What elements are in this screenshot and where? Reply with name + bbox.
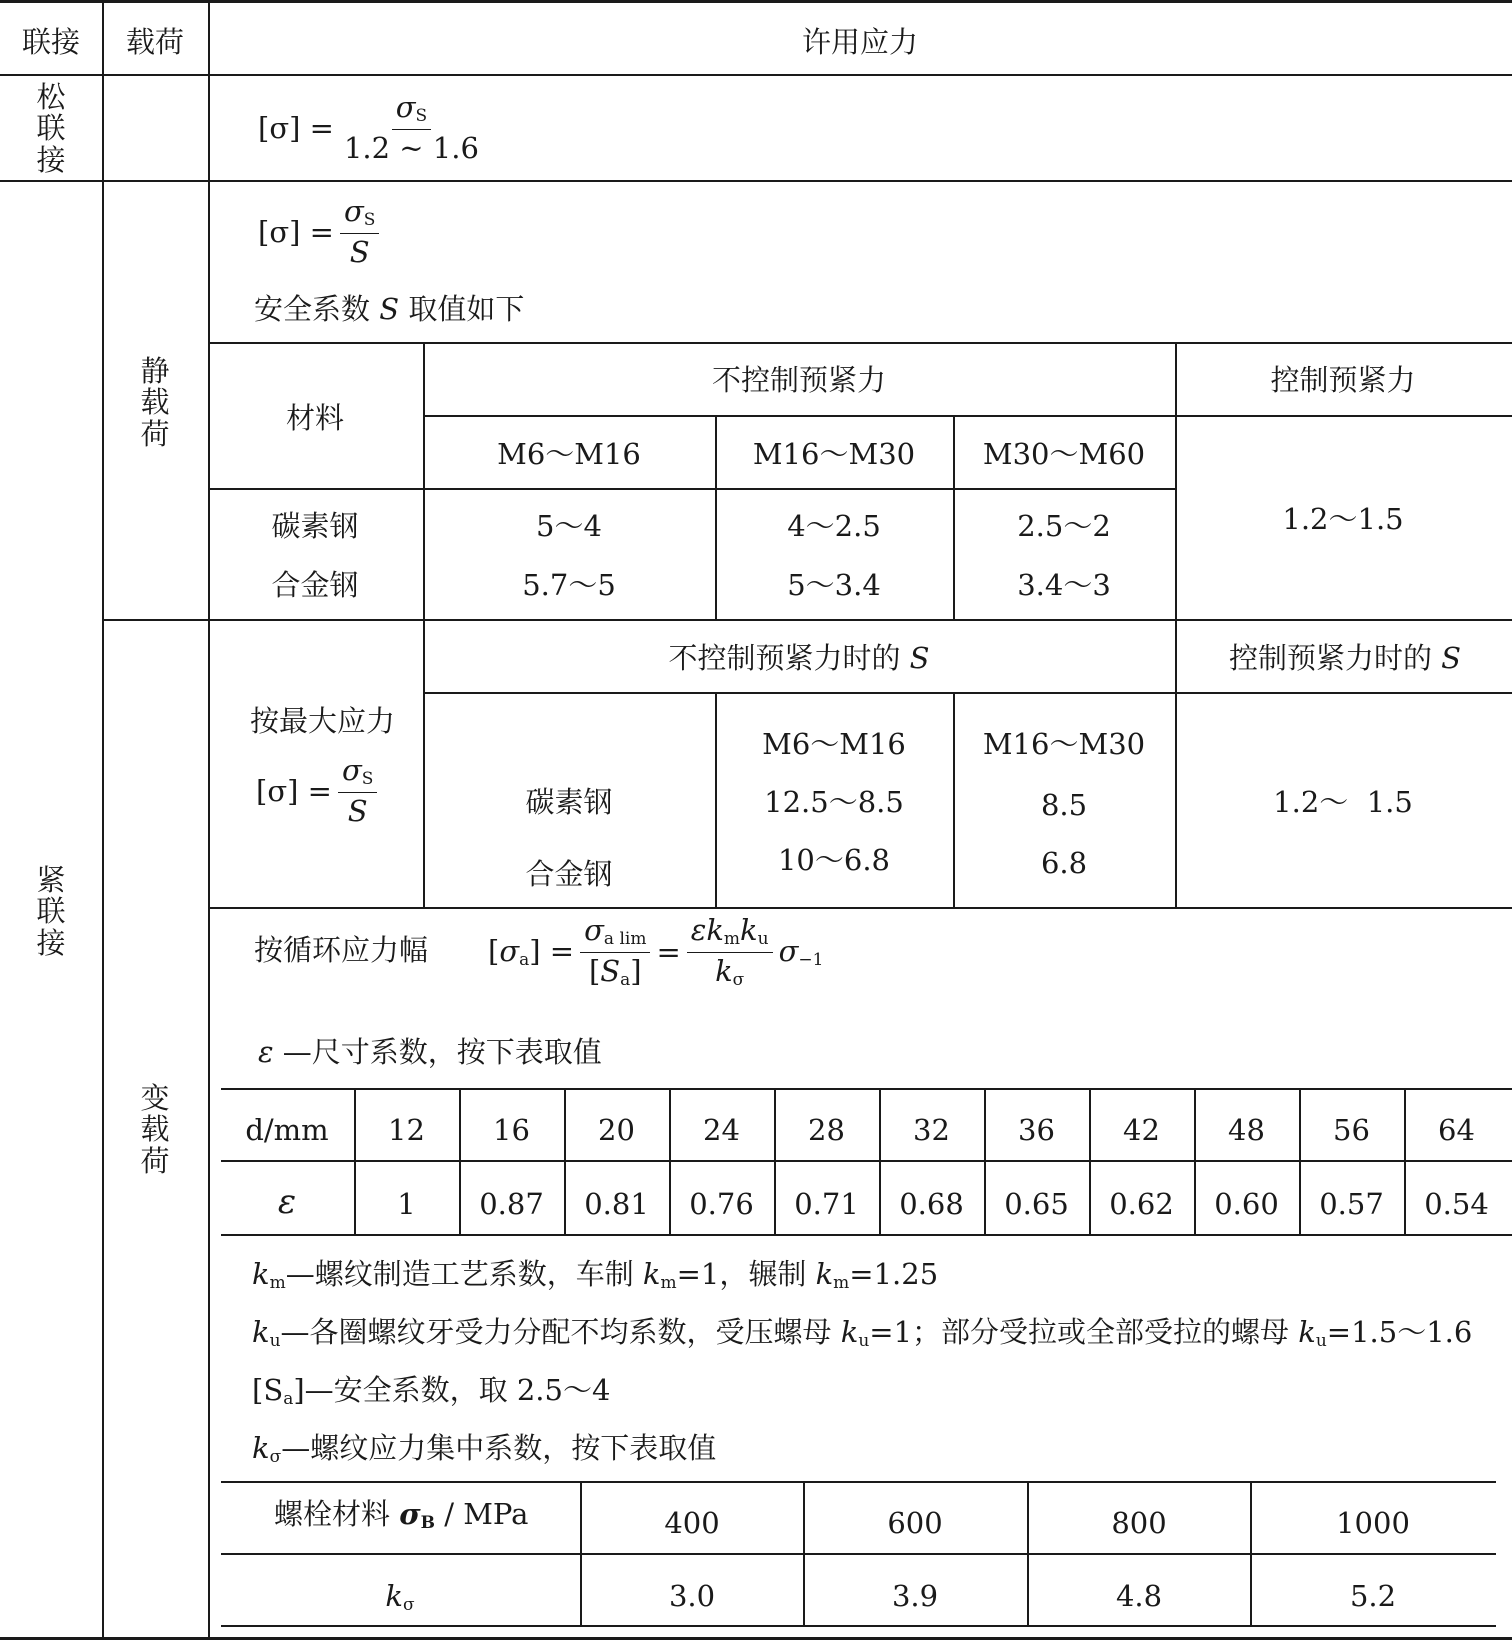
col-divider-1 [102, 0, 104, 1640]
d-value: 28 [808, 1113, 845, 1147]
subscript: a lim [603, 929, 647, 949]
loose-formula [258, 92, 489, 163]
epsilon-table-vline [564, 1088, 566, 1234]
ksigma-table-bottom [221, 1625, 1496, 1627]
size-header: M16～M30 [752, 437, 916, 471]
controlled-s-value: 1.2～ 1.5 [1273, 785, 1413, 819]
variable-s-value: 12.5～8.5 [764, 785, 904, 819]
d-value: 16 [493, 1113, 530, 1147]
sigma-symbol: σ [343, 194, 364, 228]
k-symbol: k [740, 913, 758, 947]
subscript: u [269, 1331, 281, 1351]
epsilon-table-bottom [221, 1234, 1512, 1236]
sigma-b-value: 800 [1111, 1506, 1167, 1540]
static-value: 2.5～2 [1017, 509, 1111, 543]
subscript: σ [269, 1447, 282, 1467]
header-load: 载荷 [125, 25, 185, 59]
d-value: 32 [913, 1113, 950, 1147]
static-load-label: 静载荷 [140, 354, 170, 451]
denominator: S [347, 793, 368, 828]
subscript: a [620, 969, 631, 990]
k-symbol: k [715, 953, 733, 988]
epsilon-table-vline [1299, 1088, 1301, 1234]
sigma-symbol: σ [778, 934, 799, 969]
static-subtable-vline [953, 415, 955, 620]
size-header: M16～M30 [982, 727, 1146, 761]
epsilon-value: 0.57 [1319, 1187, 1384, 1221]
max-stress-formula [256, 755, 383, 826]
epsilon-value: 0.62 [1109, 1187, 1174, 1221]
sigma-b-value: 1000 [1336, 1506, 1410, 1540]
subscript: B [420, 1513, 435, 1533]
epsilon-table-vline [879, 1088, 881, 1234]
static-subtable-vline [715, 415, 717, 620]
note-text: =1.25 [849, 1257, 939, 1291]
note-text: —螺纹应力集中系数，按下表取值 [281, 1431, 717, 1465]
cyclic-formula: $[\sigma_a]$ = $\frac{\sigma_{a lim}}{[S_a]}$ = $\frac{\varepsilon k_mk_u}{k_\sigma}$ $\sigma_{-1}$ [488, 913, 824, 990]
safety-factor-note [254, 292, 525, 326]
d-value: 36 [1018, 1113, 1055, 1147]
header-divider [0, 74, 1512, 76]
variable-s-value: 6.8 [1040, 846, 1088, 880]
k-symbol: k [385, 1579, 403, 1613]
epsilon-k-symbol: εk [690, 913, 724, 947]
static-value: 5.7～5 [522, 568, 616, 602]
ksigma-table-vline [580, 1481, 582, 1625]
static-subtable-vline [1175, 342, 1177, 620]
note-text: 取值如下 [408, 292, 525, 326]
d-value: 42 [1123, 1113, 1160, 1147]
k-sigma-value: 5.2 [1349, 1579, 1397, 1613]
subscript: m [660, 1273, 677, 1293]
max-stress-subtable-vline [423, 619, 425, 907]
k-symbol: k [815, 1257, 834, 1291]
static-value: 5～3.4 [787, 568, 881, 602]
note-text: —各圈螺纹牙受力分配不均系数，受压螺母 [280, 1315, 841, 1349]
epsilon-table-vline [1194, 1088, 1196, 1234]
sigma-b-header [274, 1497, 529, 1533]
d-value: 48 [1228, 1113, 1265, 1147]
epsilon-table-vline [354, 1088, 356, 1234]
static-value: 4～2.5 [787, 509, 881, 543]
subscript: m [269, 1273, 286, 1293]
subscript: S [415, 106, 428, 126]
max-stress-label: 按最大应力 [250, 704, 396, 738]
static-value: 3.4～3 [1017, 568, 1111, 602]
static-formula [258, 196, 385, 267]
max-stress-subtable-bottom [208, 907, 1512, 909]
epsilon-table-vline [984, 1088, 986, 1234]
d-header: d/mm [245, 1113, 329, 1147]
controlled-preload-value: 1.2～1.5 [1282, 502, 1404, 536]
epsilon-table-line [221, 1160, 1512, 1162]
epsilon-value: 0.76 [689, 1187, 754, 1221]
subscript: m [833, 1273, 850, 1293]
s-symbol: S [379, 292, 400, 326]
epsilon-value: 0.60 [1214, 1187, 1279, 1221]
variable-s-value: 8.5 [1040, 788, 1088, 822]
s-symbol: S [600, 953, 621, 988]
d-value: 56 [1333, 1113, 1370, 1147]
static-variable-divider [102, 619, 1512, 621]
size-header: M6～M16 [762, 727, 906, 761]
table-top-border [0, 0, 1512, 3]
max-stress-subtable-vline [953, 692, 955, 907]
k-symbol: k [252, 1315, 270, 1349]
note-text: [S [252, 1373, 284, 1407]
d-value: 24 [703, 1113, 740, 1147]
epsilon-table-vline [1404, 1088, 1406, 1234]
s-symbol: S [909, 641, 930, 675]
k-symbol: k [252, 1431, 270, 1465]
ksigma-note [252, 1431, 717, 1467]
subscript: u [757, 929, 769, 949]
header-allowable-stress: 许用应力 [801, 25, 919, 59]
variable-s-value: 10～6.8 [777, 843, 891, 877]
k-symbol: k [642, 1257, 661, 1291]
subscript: a [519, 950, 530, 971]
material-name: 碳素钢 [525, 785, 613, 819]
d-value: 20 [598, 1113, 635, 1147]
header-text: 不控制预紧力时的 [668, 641, 901, 675]
k-symbol: k [1298, 1315, 1316, 1349]
size-header: M30～M60 [982, 437, 1146, 471]
epsilon-table-top [221, 1088, 1512, 1090]
loose-joint-label: 松联接 [36, 80, 66, 177]
material-name: 合金钢 [271, 568, 359, 602]
note-text: =1.5～1.6 [1326, 1315, 1473, 1349]
col-divider-2 [208, 0, 210, 1640]
k-symbol: k [252, 1257, 270, 1291]
epsilon-table-vline [669, 1088, 671, 1234]
sigma-symbol: σ [399, 1497, 421, 1531]
formula-lhs: [σ] = [258, 214, 334, 249]
sa-note [252, 1373, 611, 1409]
unit-text: / MPa [435, 1497, 529, 1531]
material-name: 合金钢 [525, 857, 613, 891]
ksigma-table-top [221, 1481, 1496, 1483]
max-stress-subtable-vline [1175, 619, 1177, 907]
note-text: —尺寸系数，按下表取值 [282, 1035, 602, 1069]
controlled-preload-header: 控制预紧力 [1270, 363, 1416, 397]
epsilon-symbol: ε [277, 1182, 297, 1222]
ku-note [252, 1315, 1473, 1351]
d-value: 64 [1438, 1113, 1475, 1147]
epsilon-value: 0.71 [794, 1187, 859, 1221]
k-sigma-value: 3.9 [891, 1579, 939, 1613]
subscript: −1 [798, 950, 824, 971]
epsilon-note [258, 1035, 602, 1069]
subscript: σ [732, 969, 745, 990]
header-joint: 联接 [21, 25, 81, 59]
ksigma-table-line [221, 1553, 1496, 1555]
controlled-s-header [1228, 641, 1462, 675]
ksigma-table-vline [803, 1481, 805, 1625]
epsilon-value: 0.81 [584, 1187, 649, 1221]
subscript: u [858, 1331, 870, 1351]
subscript: u [1315, 1331, 1327, 1351]
sigma-symbol: σ [341, 753, 362, 787]
subscript: S [361, 769, 374, 789]
note-text: ]—安全系数，取 2.5～4 [293, 1373, 611, 1407]
epsilon-table-vline [1089, 1088, 1091, 1234]
cyclic-stress-label: 按循环应力幅 [254, 933, 429, 967]
denominator: 1.2 ~ 1.6 [343, 130, 479, 165]
km-note [252, 1257, 939, 1293]
subscript: m [723, 929, 741, 949]
tight-joint-label: 紧联接 [36, 863, 66, 960]
sigma-b-value: 400 [664, 1506, 720, 1540]
sigma-symbol: σ [584, 913, 604, 947]
epsilon-value: 1 [397, 1187, 416, 1221]
ksigma-row-header [385, 1579, 415, 1615]
epsilon-table-vline [459, 1088, 461, 1234]
sigma-b-value: 600 [887, 1506, 943, 1540]
material-name: 碳素钢 [271, 509, 359, 543]
note-text: —螺纹制造工艺系数，车制 [285, 1257, 643, 1291]
note-text: 安全系数 [254, 292, 371, 326]
subscript: a [283, 1389, 294, 1409]
epsilon-header [277, 1182, 297, 1222]
subscript: σ [402, 1595, 415, 1615]
ksigma-table-vline [1250, 1481, 1252, 1625]
subscript: S [363, 210, 376, 230]
header-text: 控制预紧力时的 [1228, 641, 1432, 675]
epsilon-value: 0.65 [1004, 1187, 1069, 1221]
static-subtable-line [423, 415, 1512, 417]
note-text: =1，辗制 [676, 1257, 816, 1291]
formula-lhs: [σ] = [256, 773, 332, 808]
k-sigma-value: 4.8 [1115, 1579, 1163, 1613]
header-text: 螺栓材料 [274, 1497, 391, 1531]
uncontrolled-s-header [668, 641, 930, 675]
uncontrolled-preload-header: 不控制预紧力 [711, 363, 887, 397]
max-stress-subtable-vline [715, 692, 717, 907]
max-stress-subtable-line [423, 692, 1512, 694]
static-value: 5～4 [536, 509, 602, 543]
d-value: 12 [388, 1113, 425, 1147]
variable-load-label: 变载荷 [140, 1081, 170, 1178]
epsilon-table-vline [774, 1088, 776, 1234]
static-subtable-line [208, 488, 1175, 490]
denominator: S [349, 234, 370, 269]
sigma-symbol: σ [395, 90, 416, 124]
size-header: M6～M16 [497, 437, 641, 471]
k-symbol: k [840, 1315, 859, 1349]
s-symbol: S [1441, 641, 1462, 675]
ksigma-table-vline [1027, 1481, 1029, 1625]
static-subtable-vline [423, 342, 425, 620]
table-bottom-border [0, 1637, 1512, 1640]
formula-lhs: [σ] = [258, 110, 334, 145]
epsilon-symbol: ε [258, 1035, 274, 1069]
loose-divider [0, 180, 1512, 182]
k-sigma-value: 3.0 [668, 1579, 716, 1613]
material-header: 材料 [285, 401, 345, 435]
epsilon-value: 0.54 [1424, 1187, 1489, 1221]
epsilon-value: 0.87 [479, 1187, 544, 1221]
sigma-symbol: σ [499, 934, 520, 969]
note-text: =1；部分受拉或全部受拉的螺母 [869, 1315, 1299, 1349]
epsilon-value: 0.68 [899, 1187, 964, 1221]
static-subtable-top [208, 342, 1512, 344]
